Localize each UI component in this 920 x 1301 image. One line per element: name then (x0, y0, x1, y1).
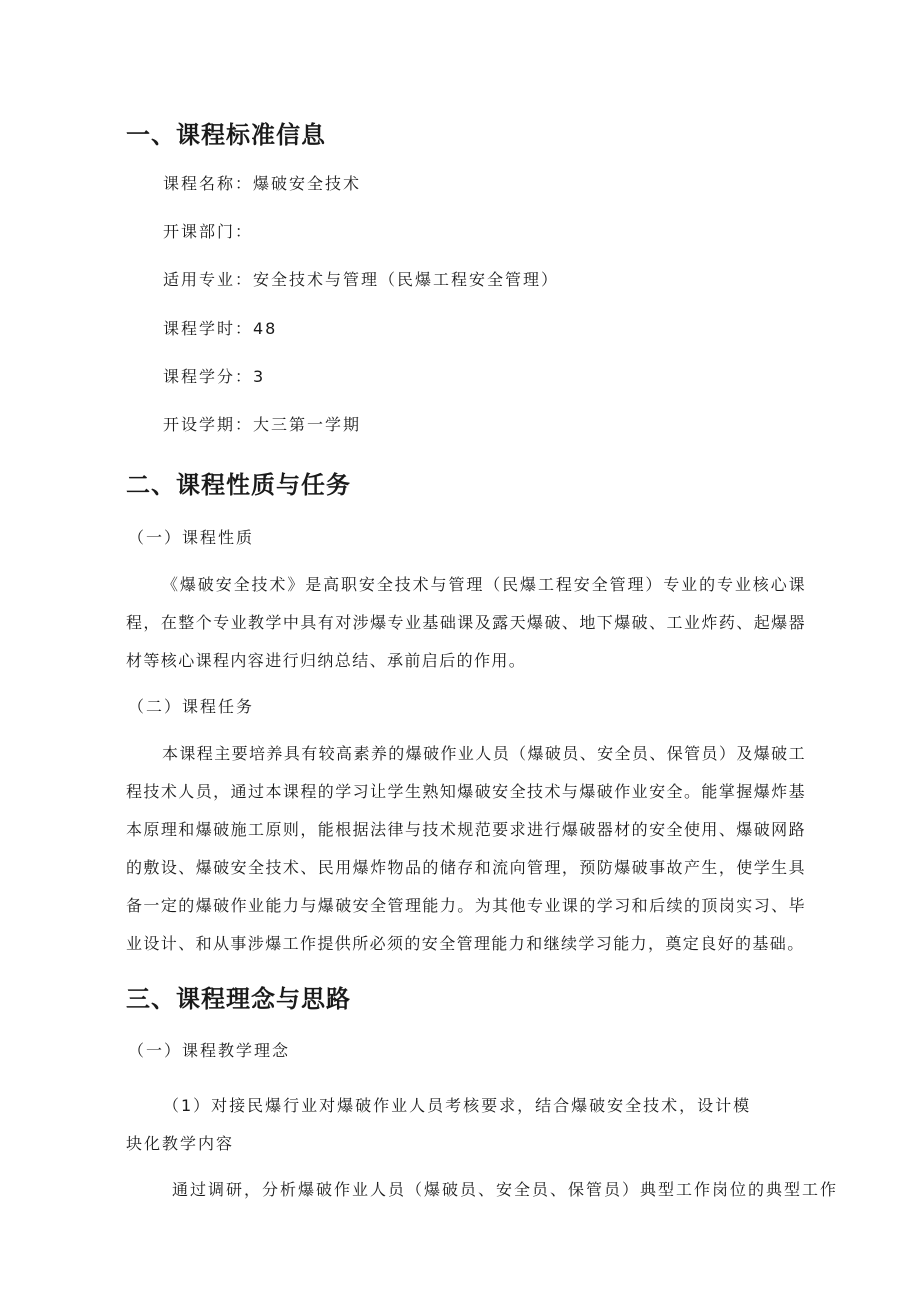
section-1-heading: 一、课程标准信息 (126, 121, 326, 149)
credits-field: 课程学分：3 (163, 367, 266, 386)
section-2-heading: 二、课程性质与任务 (126, 471, 351, 499)
section-3-heading: 三、课程理念与思路 (126, 985, 351, 1013)
course-nature-text: 《爆破安全技术》是高职安全技术与管理（民爆工程安全管理）专业的专业核心课程，在整个专业教学中具有对涉爆专业基础课及露天爆破、地下爆破、工业炸药、起爆器材等核心课程内容进行归纳总结、承前启后的作用。 (126, 575, 806, 670)
teaching-concept-title: （一）课程教学理念 (128, 1041, 291, 1060)
course-nature-title: （一）课程性质 (128, 528, 255, 547)
course-task-title: （二）课程任务 (128, 697, 255, 716)
department-field: 开课部门： (163, 222, 254, 241)
semester-field: 开设学期：大三第一学期 (163, 415, 362, 434)
concept-item-1-text: 通过调研，分析爆破作业人员（爆破员、安全员、保管员）典型工作岗位的典型工作 (172, 1180, 839, 1199)
course-name-field: 课程名称：爆破安全技术 (163, 174, 362, 193)
course-task-text: 本课程主要培养具有较高素养的爆破作业人员（爆破员、安全员、保管员）及爆破工程技术人员，通过本课程的学习让学生熟知爆破安全技术与爆破作业安全。能掌握爆炸基本原理和爆破施工原则，能根据法律与技术规范要求进行爆破器材的安全使用、爆破网路的敷设、爆破安全技术、民用爆炸物品的储存和流向管理，预防爆破事故产生，使学生具备一定的爆破作业能力与爆破安全管理能力。为其他专业课的学习和后续的顶岗实习、毕业设计、和从事涉爆工作提供所必须的安全管理能力和继续学习能力，奠定良好的基础。 (126, 744, 806, 953)
concept-item-1-line-2: 块化教学内容 (126, 1134, 235, 1153)
major-field: 适用专业：安全技术与管理（民爆工程安全管理） (163, 270, 560, 289)
concept-item-1-line-1: （1）对接民爆行业对爆破作业人员考核要求，结合爆破安全技术，设计模 (163, 1096, 752, 1115)
hours-field: 课程学时：48 (163, 319, 278, 338)
